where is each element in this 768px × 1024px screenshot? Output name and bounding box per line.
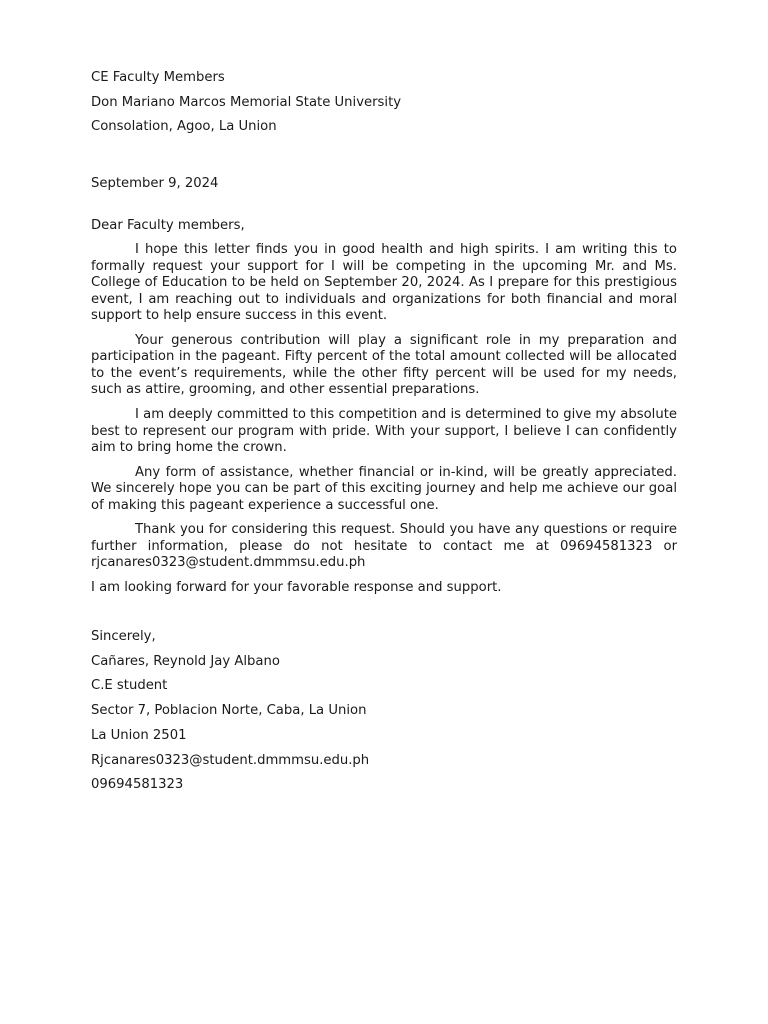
recipient-line-3: Consolation, Agoo, La Union [91,119,277,135]
recipient-line-1: CE Faculty Members [91,70,225,85]
signer-address-1: Sector 7, Poblacion Norte, Caba, La Union [91,703,367,719]
letter-body [91,70,677,802]
recipient-line-2: Don Mariano Marcos Memorial State University [91,94,402,110]
signer-name: Cañares, Reynold Jay Albano [91,653,280,669]
paragraph-1: I hope this letter finds you in good health and high spirits. I am writing this to formally request your support for I will be competing in the upcoming Mr. and Ms. College of Education to be held on September 20, 2024. As I prepare for this prestigious event, I am reaching out to individuals and organizations for both financial and moral support to help ensure success in this event. [91,242,677,324]
signature-block [91,629,677,794]
paragraph-4: Any form of assistance, whether financial or in-kind, will be greatly appreciated. We sincerely hope you can be part of this exciting journey and help me achieve our goal of making this pageant experience a successful one. [91,464,677,513]
paragraph-3: I am deeply committed to this competition and is determined to give my absolute best to represent our program with pride. With your support, I believe I can confidently aim to bring home the crown. [91,407,677,456]
recipient-address [91,70,677,136]
paragraph-2: Your generous contribution will play a significant role in my preparation and participation in the pageant. Fifty percent of the total amount collected will be allocated to the event’s requirements, while the other fifty percent will be used for my needs, such as attire, grooming, and other essential preparations. [91,332,677,398]
signer-title: C.E student [91,678,168,694]
salutation: Dear Faculty members, [91,217,245,233]
closing-line: I am looking forward for your favorable response and support. [91,580,502,596]
signer-phone: 09694581323 [91,777,184,793]
signer-address-2: La Union 2501 [91,727,187,743]
paragraph-5: Thank you for considering this request. Should you have any questions or require further information, please do not hesitate to contact me at 09694581323 or rjcanares0323@student.dmmmsu.edu.ph [91,522,677,571]
letter-date: September 9, 2024 [91,176,219,192]
signer-email: Rjcanares0323@student.dmmmsu.edu.ph [91,752,370,768]
valediction: Sincerely, [91,629,156,645]
